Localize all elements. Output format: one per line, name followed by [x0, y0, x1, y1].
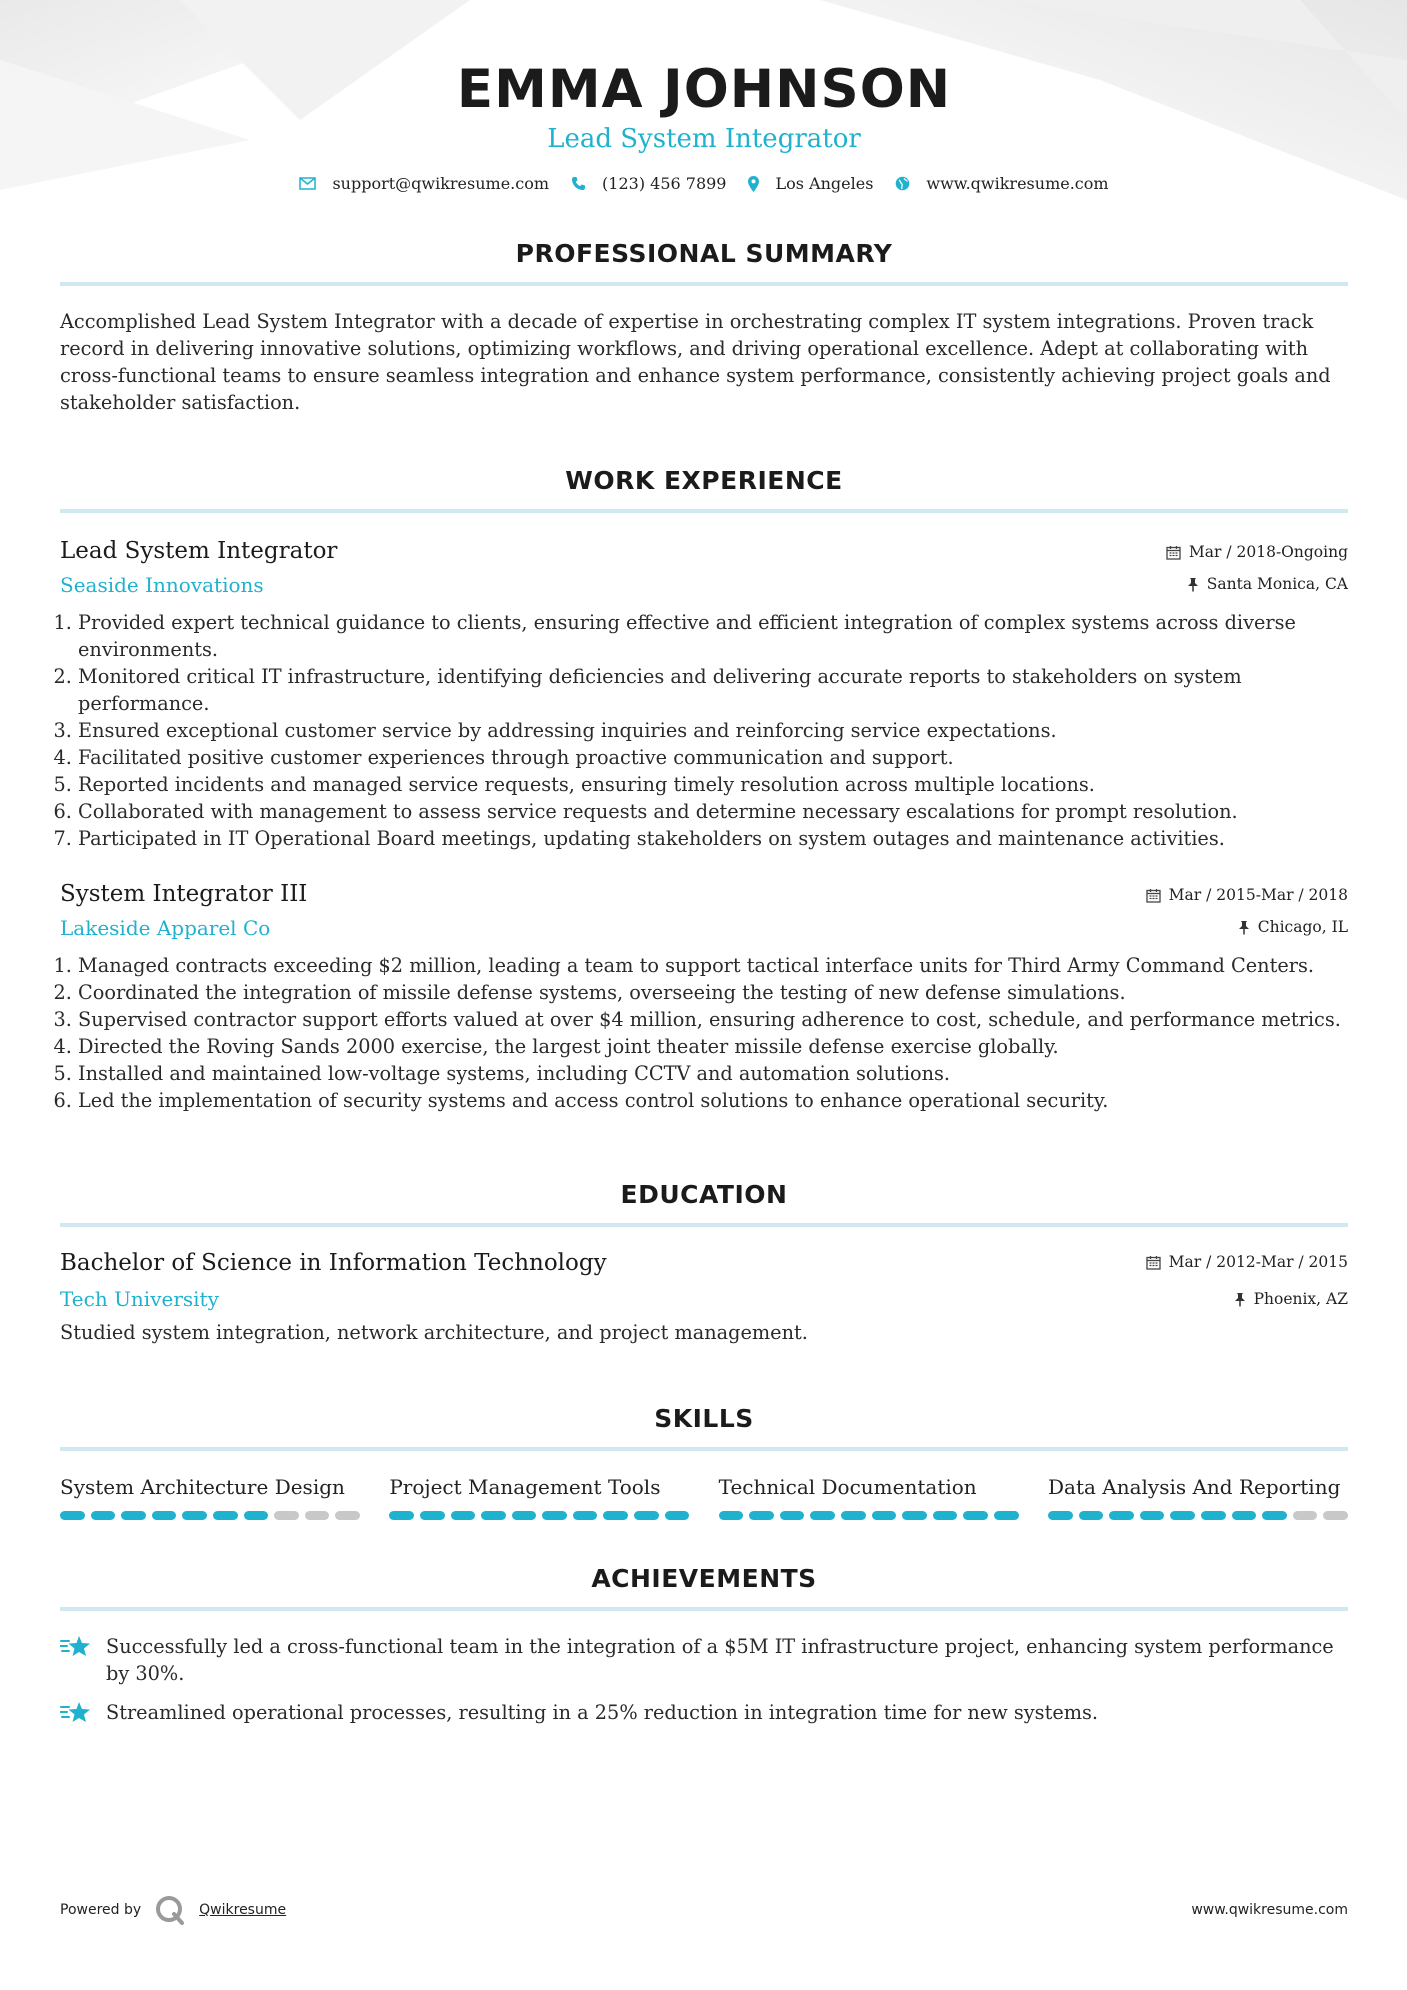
skill-item: [60, 1473, 360, 1520]
phone-text: (123) 456 7899: [602, 174, 727, 193]
job-bullet: 5. Installed and maintained low-voltage systems, including CCTV and automation solutions.: [78, 1060, 1348, 1087]
education-section: [60, 1180, 1348, 1346]
job-bullet: 2. Monitored critical IT infrastructure, identifying deficiencies and delivering accurate reports to stakeholders on system performance.: [78, 663, 1348, 717]
skill-segment-filled: [1140, 1511, 1165, 1520]
skill-segment-filled: [933, 1511, 958, 1520]
skill-segment-filled: [60, 1511, 85, 1520]
skill-name: Data Analysis And Reporting: [1047, 1475, 1341, 1499]
section-divider: [60, 1223, 1348, 1227]
skill-segment-filled: [213, 1511, 238, 1520]
skill-name: Project Management Tools: [389, 1475, 661, 1499]
skill-segment-empty: [1293, 1511, 1318, 1520]
achievements-section: [60, 1564, 1348, 1727]
phone-icon: [571, 176, 586, 191]
education-description: Studied system integration, network architecture, and project management.: [60, 1321, 808, 1344]
skill-segment-filled: [603, 1511, 628, 1520]
globe-icon: [895, 176, 910, 191]
job-company: Lakeside Apparel Co: [60, 916, 271, 940]
calendar-icon: [1146, 888, 1161, 903]
footer-website[interactable]: www.qwikresume.com: [1191, 1902, 1348, 1918]
skill-segment-filled: [719, 1511, 744, 1520]
job-bullet: 4. Directed the Roving Sands 2000 exercise, the largest joint theater missile defense exercise globally.: [78, 1033, 1348, 1060]
skill-item: [1048, 1473, 1348, 1520]
job-title: System Integrator III: [60, 881, 308, 907]
skill-segment-filled: [152, 1511, 177, 1520]
skill-segment-filled: [749, 1511, 774, 1520]
skill-segment-filled: [1170, 1511, 1195, 1520]
skills-title: SKILLS: [654, 1404, 754, 1433]
section-divider: [60, 509, 1348, 513]
job-bullet: 1. Managed contracts exceeding $2 million, leading a team to support tactical interface units for Third Army Command Centers.: [78, 952, 1348, 979]
skill-segment-empty: [335, 1511, 360, 1520]
skill-segment-filled: [963, 1511, 988, 1520]
skill-segment-filled: [634, 1511, 659, 1520]
resume-header: [60, 0, 1348, 193]
contact-email[interactable]: [299, 174, 549, 193]
skill-segment-filled: [1048, 1511, 1073, 1520]
skill-segment-filled: [1109, 1511, 1134, 1520]
calendar-icon: [1166, 545, 1181, 560]
skill-segment-filled: [1262, 1511, 1287, 1520]
achievements-title: ACHIEVEMENTS: [591, 1564, 817, 1593]
skill-segment-filled: [780, 1511, 805, 1520]
resume-page: [60, 0, 1348, 1727]
job-bullet: 3. Supervised contractor support efforts valued at over $4 million, ensuring adherence to cost, schedule, and performance metrics.: [78, 1006, 1348, 1033]
pushpin-icon: [1187, 577, 1199, 592]
job-bullet: 1. Provided expert technical guidance to clients, ensuring effective and efficient integration of complex systems across diverse environments.: [78, 609, 1348, 663]
contact-website[interactable]: [895, 174, 1108, 193]
qwikresume-link[interactable]: Qwikresume: [199, 1902, 287, 1918]
job-meta: [1146, 878, 1348, 938]
skill-segment-empty: [274, 1511, 299, 1520]
skill-segment-filled: [542, 1511, 567, 1520]
skill-segment-filled: [841, 1511, 866, 1520]
job-entry: [60, 878, 1348, 1114]
job-bullet: 3. Ensured exceptional customer service by addressing inquiries and reinforcing service expectations.: [78, 717, 1348, 744]
skill-segment-empty: [305, 1511, 330, 1520]
summary-title: PROFESSIONAL SUMMARY: [515, 239, 893, 268]
job-bullet: 2. Coordinated the integration of missile defense systems, overseeing the testing of new defense simulations.: [78, 979, 1348, 1006]
education-location: Phoenix, AZ: [1253, 1290, 1348, 1308]
skill-segment-filled: [481, 1511, 506, 1520]
skill-level-bar: [1048, 1511, 1348, 1520]
achievement-item: [60, 1633, 1348, 1687]
contact-phone[interactable]: [571, 174, 726, 193]
job-title: Lead System Integrator: [60, 538, 338, 564]
job-company: Seaside Innovations: [60, 573, 264, 597]
envelope-icon: [299, 177, 316, 190]
job-meta: [1166, 535, 1348, 595]
skill-segment-filled: [665, 1511, 690, 1520]
job-bullet: 7. Participated in IT Operational Board meetings, updating stakeholders on system outages and maintenance activities.: [78, 825, 1348, 852]
experience-title: WORK EXPERIENCE: [565, 466, 843, 495]
skill-segment-filled: [420, 1511, 445, 1520]
education-dates: Mar / 2012-Mar / 2015: [1168, 1253, 1348, 1271]
skill-segment-filled: [872, 1511, 897, 1520]
pushpin-icon: [1238, 920, 1250, 935]
job-bullets: [60, 952, 1348, 1114]
skill-segment-filled: [902, 1511, 927, 1520]
skill-segment-filled: [512, 1511, 537, 1520]
education-title: EDUCATION: [620, 1180, 788, 1209]
skill-name: Technical Documentation: [718, 1475, 977, 1499]
job-bullet: 6. Led the implementation of security systems and access control solutions to enhance operational security.: [78, 1087, 1348, 1114]
section-divider: [60, 1447, 1348, 1451]
skill-item: [389, 1473, 689, 1520]
achievement-item: [60, 1699, 1348, 1727]
education-school: Tech University: [60, 1287, 219, 1311]
skill-level-bar: [389, 1511, 689, 1520]
skills-list: [60, 1473, 1348, 1520]
skill-segment-filled: [91, 1511, 116, 1520]
shooting-star-icon: [60, 1633, 94, 1661]
job-location: Chicago, IL: [1257, 918, 1348, 936]
skill-item: [719, 1473, 1019, 1520]
education-degree: Bachelor of Science in Information Technology: [60, 1250, 607, 1276]
skill-segment-filled: [389, 1511, 414, 1520]
skill-segment-filled: [121, 1511, 146, 1520]
map-pin-icon: [748, 176, 759, 192]
skill-segment-filled: [451, 1511, 476, 1520]
job-dates: Mar / 2015-Mar / 2018: [1168, 886, 1348, 904]
skill-segment-filled: [244, 1511, 269, 1520]
email-text: support@qwikresume.com: [332, 174, 550, 193]
skill-segment-filled: [810, 1511, 835, 1520]
website-text: www.qwikresume.com: [926, 174, 1109, 193]
experience-section: [60, 466, 1348, 1114]
job-dates: Mar / 2018-Ongoing: [1188, 543, 1348, 561]
footer: [60, 1895, 1348, 1925]
contact-bar: [60, 174, 1348, 193]
job-bullet: 4. Facilitated positive customer experiences through proactive communication and support.: [78, 744, 1348, 771]
summary-section: [60, 239, 1348, 416]
calendar-icon: [1146, 1255, 1161, 1270]
candidate-role: Lead System Integrator: [547, 124, 861, 154]
section-divider: [60, 1607, 1348, 1611]
skill-segment-filled: [994, 1511, 1019, 1520]
skill-name: System Architecture Design: [60, 1475, 345, 1499]
candidate-name: EMMA JOHNSON: [456, 59, 952, 120]
achievement-text: Successfully led a cross-functional team in the integration of a $5M IT infrastructure project, enhancing system performance by 30%.: [106, 1635, 1334, 1685]
skill-level-bar: [719, 1511, 1019, 1520]
pushpin-icon: [1234, 1292, 1246, 1307]
job-entry: [60, 535, 1348, 852]
skill-segment-filled: [1232, 1511, 1257, 1520]
achievement-text: Streamlined operational processes, resulting in a 25% reduction in integration time for new systems.: [106, 1701, 1099, 1724]
powered-by-label: Powered by: [60, 1902, 142, 1918]
job-bullets: [60, 609, 1348, 852]
job-bullet: 6. Collaborated with management to assess service requests and determine necessary escalations for prompt resolution.: [78, 798, 1348, 825]
skill-segment-filled: [1201, 1511, 1226, 1520]
job-location: Santa Monica, CA: [1206, 575, 1348, 593]
skill-segment-filled: [1079, 1511, 1104, 1520]
contact-location: [748, 174, 873, 193]
qwikresume-logo-icon: [155, 1895, 187, 1925]
shooting-star-icon: [60, 1699, 94, 1727]
summary-text: Accomplished Lead System Integrator with a decade of expertise in orchestrating complex IT system integrations. Proven track record in delivering innovative solutions, optimizing workflows, and driving operational excellence. Adept at collaborating with cross-functional teams to ensure seamless integration and enhance system performance, consistently achieving project goals and stakeholder satisfaction.: [60, 310, 1331, 414]
skills-section: [60, 1404, 1348, 1520]
education-meta: [1146, 1247, 1348, 1310]
location-text: Los Angeles: [775, 174, 874, 193]
section-divider: [60, 282, 1348, 286]
skill-segment-filled: [182, 1511, 207, 1520]
job-bullet: 5. Reported incidents and managed service requests, ensuring timely resolution across multiple locations.: [78, 771, 1348, 798]
skill-segment-filled: [573, 1511, 598, 1520]
skill-segment-empty: [1323, 1511, 1348, 1520]
skill-level-bar: [60, 1511, 360, 1520]
